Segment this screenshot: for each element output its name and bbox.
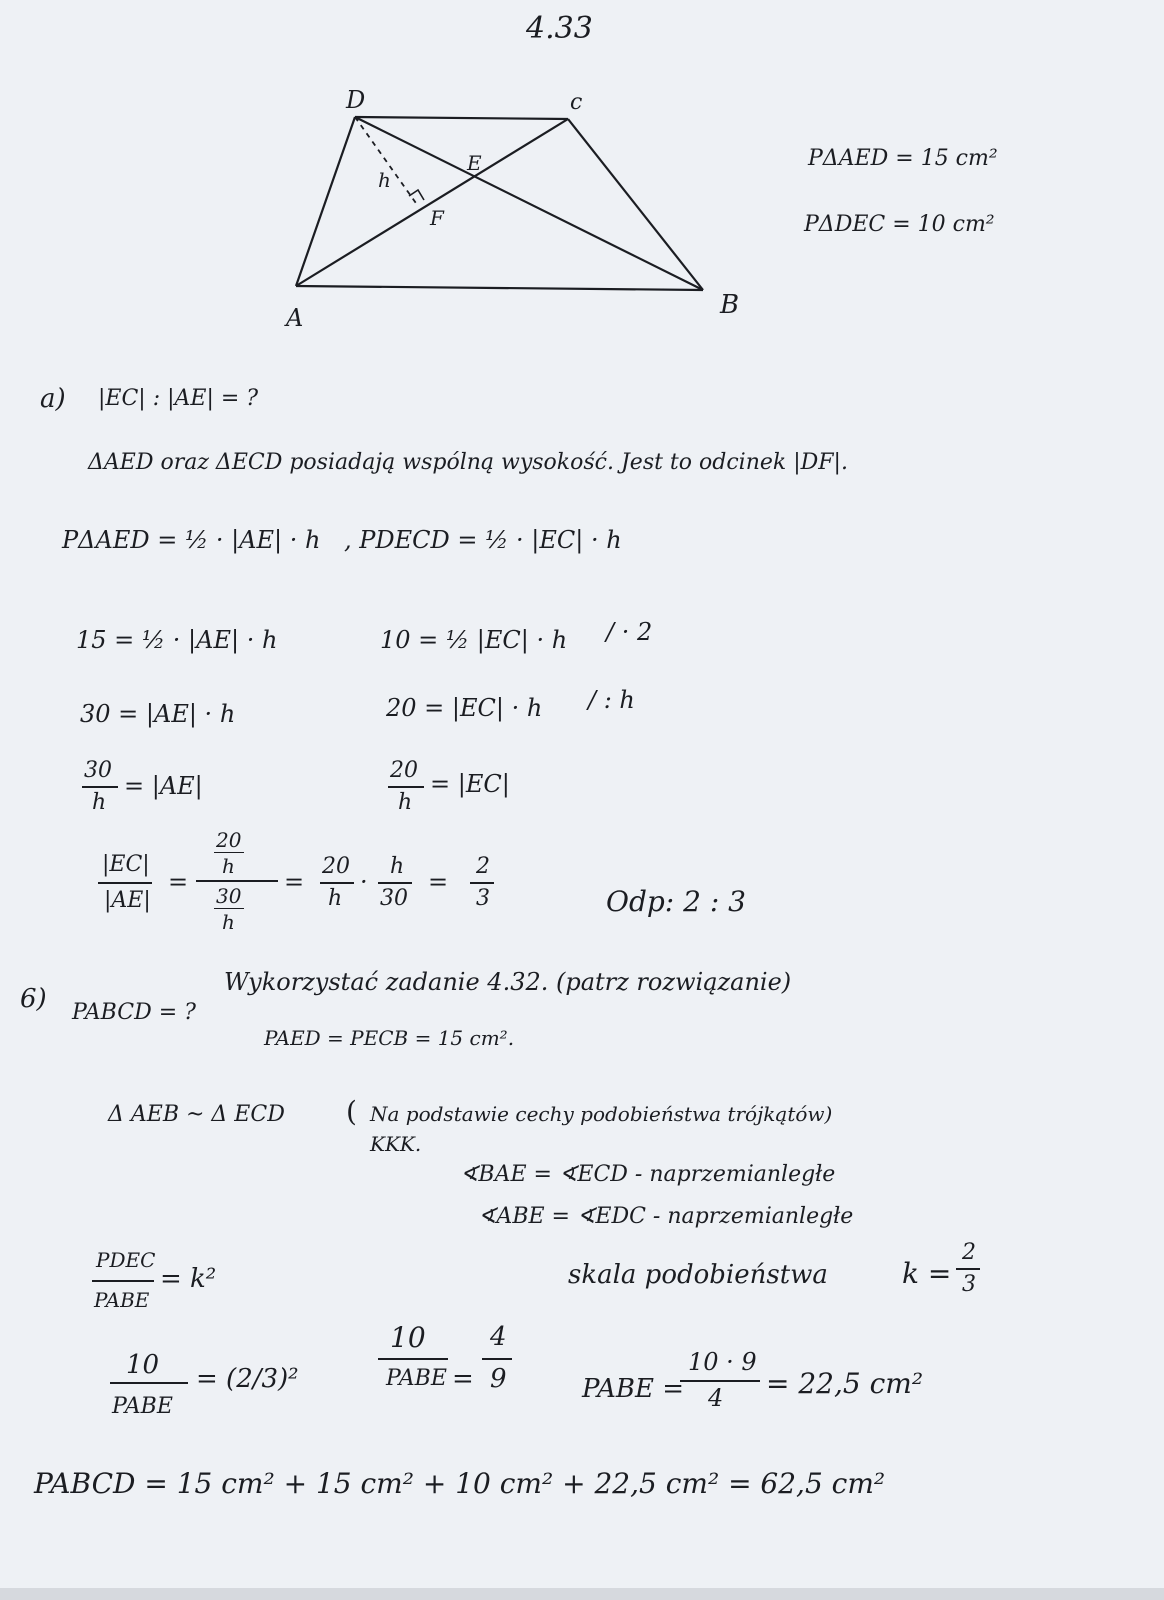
scan-edge xyxy=(0,1588,1164,1600)
final-area: PABCD = 15 cm² + 15 cm² + 10 cm² + 22,5 cm² = 62,5 cm² xyxy=(34,1467,886,1500)
step2-equals: = xyxy=(452,1364,474,1394)
result-bar xyxy=(470,882,494,884)
mult-b-numerator: h xyxy=(390,854,405,879)
big-bottom-numerator: 30 xyxy=(216,884,242,908)
area-ratio-bar xyxy=(92,1280,154,1282)
part-a-question: |EC| : |AE| = ? xyxy=(98,386,259,411)
step3-bar xyxy=(680,1380,760,1382)
result-numerator: 2 xyxy=(476,854,490,879)
height-label-h: h xyxy=(378,168,391,192)
mult-dot: · xyxy=(360,868,368,896)
area-ratio-numerator: PDEC xyxy=(96,1248,156,1272)
step3-result: = 22,5 cm² xyxy=(766,1367,924,1400)
ratio-fraction-bar xyxy=(98,882,152,884)
mult-a-numerator: 20 xyxy=(322,854,350,879)
given-area-dec: PΔDEC = 10 cm² xyxy=(804,212,995,237)
step1-denominator: PABE xyxy=(112,1394,173,1419)
part-b-question: PABCD = ? xyxy=(72,1000,196,1025)
k-numerator: 2 xyxy=(962,1240,976,1265)
mult-a-denominator: h xyxy=(328,886,343,911)
result-denominator: 3 xyxy=(476,886,490,911)
eq3-operation: / : h xyxy=(588,686,635,714)
eq4-left-denominator: h xyxy=(92,790,107,815)
ratio-denominator: |AE| xyxy=(104,888,151,913)
vertex-label-c: c xyxy=(570,90,583,115)
similarity-statement: Δ AEB ~ Δ ECD xyxy=(108,1102,285,1127)
mult-b-bar xyxy=(378,882,412,884)
reason-bracket: ( xyxy=(346,1095,357,1128)
part-a-label: a) xyxy=(40,384,66,414)
eq4-left-result: = |AE| xyxy=(124,772,203,800)
part-b-note: Wykorzystać zadanie 4.32. (patrz rozwiązanie) xyxy=(224,968,792,996)
mult-b-denominator: 30 xyxy=(380,886,408,911)
angle-equality-1: ∢BAE = ∢ECD - naprzemianległe xyxy=(460,1162,836,1187)
big-bottom-denominator: h xyxy=(222,910,235,934)
big-main-bar xyxy=(196,880,278,882)
mult-a-bar xyxy=(320,882,354,884)
big-top-numerator: 20 xyxy=(216,828,242,852)
step2-result-denominator: 9 xyxy=(490,1364,507,1394)
step2-bar xyxy=(378,1358,448,1360)
eq3-left: 30 = |AE| · h xyxy=(80,700,236,728)
ratio-numerator: |EC| xyxy=(102,852,150,877)
ratio-equals-1: = xyxy=(168,868,189,896)
k-bar xyxy=(956,1268,980,1270)
step3-numerator: 10 · 9 xyxy=(688,1348,757,1376)
step2-result-bar xyxy=(482,1358,512,1360)
eq1-right: , PDECD = ½ · |EC| · h xyxy=(344,526,622,554)
angle-equality-2: ∢ABE = ∢EDC - naprzemianległe xyxy=(478,1204,854,1229)
big-top-bar xyxy=(214,852,244,853)
given-area-aed: PΔAED = 15 cm² xyxy=(808,146,998,171)
area-ratio-denominator: PABE xyxy=(94,1288,150,1312)
vertex-label-a: A xyxy=(286,304,304,332)
big-top-denominator: h xyxy=(222,854,235,878)
step3-label: PABE = xyxy=(582,1374,685,1404)
part-b-note-areas: PAED = PECB = 15 cm². xyxy=(264,1026,515,1050)
part-a-answer: Odp: 2 : 3 xyxy=(606,885,746,918)
eq4-right-numerator: 20 xyxy=(390,758,418,783)
eq4-right-fraction-bar xyxy=(388,786,424,788)
step1-rest: = (2/3)² xyxy=(196,1364,299,1394)
kkk-label: KKK. xyxy=(370,1132,422,1156)
step3-denominator: 4 xyxy=(708,1384,724,1412)
eq1-left: PΔAED = ½ · |AE| · h xyxy=(62,526,321,554)
eq2-right: 10 = ½ |EC| · h xyxy=(380,626,568,654)
big-bottom-bar xyxy=(214,908,244,909)
eq4-left-fraction-bar xyxy=(82,786,118,788)
ratio-equals-3: = xyxy=(428,868,449,896)
eq4-right-result: = |EC| xyxy=(430,770,510,798)
problem-number: 4.33 xyxy=(526,11,593,46)
point-label-f: F xyxy=(430,206,444,230)
step1-numerator: 10 xyxy=(126,1350,160,1380)
vertex-label-d: D xyxy=(346,86,366,114)
eq4-left-numerator: 30 xyxy=(84,758,112,783)
area-ratio-rest: = k² xyxy=(160,1264,217,1294)
k-label: k = xyxy=(902,1257,952,1290)
part-a-statement: ΔAED oraz ΔECD posiadają wspólną wysokość. Jest to odcinek |DF|. xyxy=(88,450,848,475)
ratio-equals-2: = xyxy=(284,868,305,896)
similarity-scale-label: skala podobieństwa xyxy=(568,1260,828,1290)
step1-bar xyxy=(110,1382,188,1384)
k-denominator: 3 xyxy=(962,1272,976,1297)
step2-numerator: 10 xyxy=(390,1321,426,1354)
vertex-label-b: B xyxy=(720,290,740,320)
similarity-reason: Na podstawie cechy podobieństwa trójkątów) xyxy=(370,1102,833,1126)
eq3-right: 20 = |EC| · h xyxy=(386,694,543,722)
part-b-label: 6) xyxy=(20,984,47,1014)
point-label-e: E xyxy=(467,151,482,175)
step2-result-numerator: 4 xyxy=(490,1322,507,1352)
step2-denominator: PABE xyxy=(386,1366,447,1391)
eq2-operation: / · 2 xyxy=(606,618,653,646)
eq4-right-denominator: h xyxy=(398,790,413,815)
eq2-left: 15 = ½ · |AE| · h xyxy=(76,626,278,654)
